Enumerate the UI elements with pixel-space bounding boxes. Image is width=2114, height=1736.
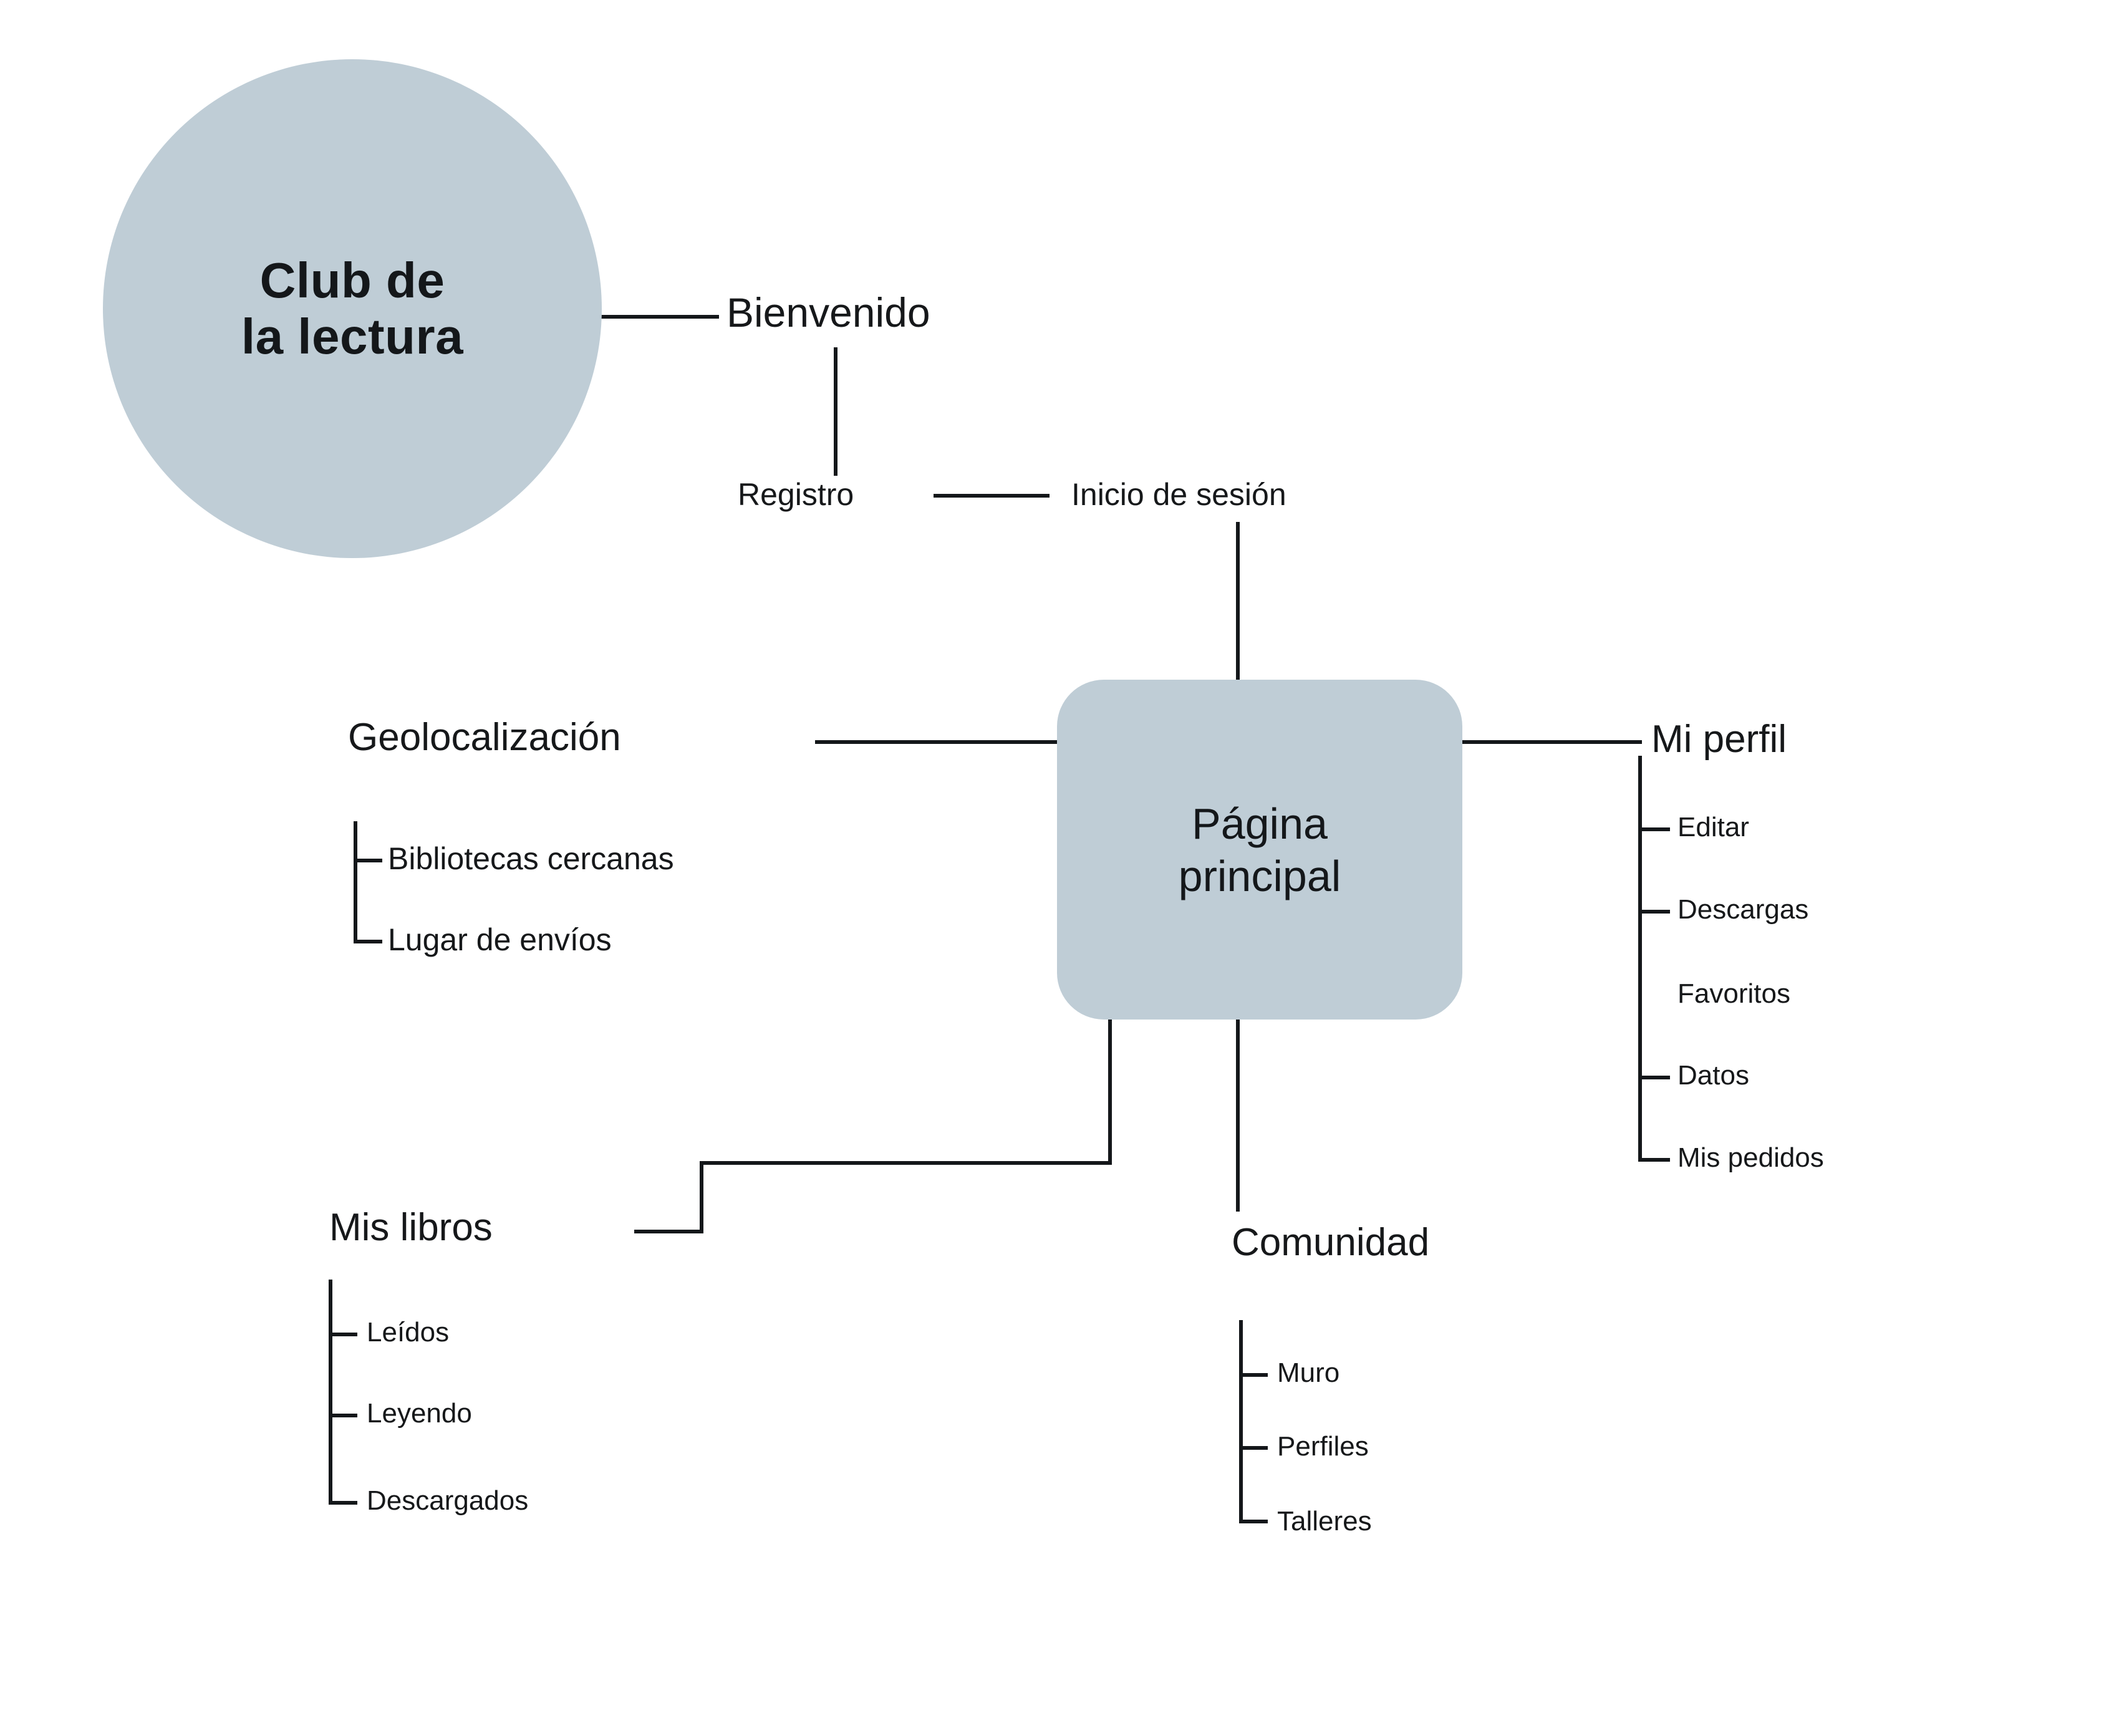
main-node-label (1179, 798, 1341, 902)
node-mi-perfil[interactable]: Mi perfil (1651, 718, 1787, 761)
node-leyendo[interactable]: Leyendo (367, 1398, 472, 1429)
node-mis-libros[interactable]: Mis libros (329, 1206, 493, 1249)
node-inicio-de-sesion[interactable]: Inicio de sesión (1071, 477, 1286, 512)
node-lugar-de-envios[interactable]: Lugar de envíos (388, 922, 612, 957)
node-datos[interactable]: Datos (1677, 1060, 1749, 1091)
line-perfil-spine (1640, 758, 1668, 1160)
node-perfiles[interactable]: Perfiles (1277, 1431, 1369, 1462)
node-geolocalizacion[interactable]: Geolocalización (348, 716, 621, 759)
root-node-label-line1: Club de (259, 253, 445, 309)
root-node-label (241, 253, 463, 364)
line-geo-children-bracket (355, 823, 380, 942)
line-main-to-mislibros (636, 1020, 1110, 1232)
node-talleres[interactable]: Talleres (1277, 1506, 1372, 1536)
node-comunidad[interactable]: Comunidad (1232, 1221, 1430, 1264)
root-node-label-line2: la lectura (241, 309, 464, 364)
node-leidos[interactable]: Leídos (367, 1317, 450, 1348)
main-node-pagina-principal[interactable] (1057, 680, 1462, 1020)
main-node-label-line2: principal (1178, 851, 1341, 900)
node-bibliotecas-cercanas[interactable]: Bibliotecas cercanas (388, 841, 674, 876)
node-descargas[interactable]: Descargas (1677, 894, 1809, 925)
node-descargados[interactable]: Descargados (367, 1485, 529, 1516)
line-mislibros-spine (331, 1281, 355, 1503)
root-node-club-de-la-lectura[interactable] (103, 59, 602, 558)
node-bienvenido[interactable]: Bienvenido (726, 289, 930, 335)
node-editar[interactable]: Editar (1677, 812, 1749, 842)
node-muro[interactable]: Muro (1277, 1357, 1340, 1388)
main-node-label-line1: Página (1192, 799, 1328, 848)
line-comunidad-spine (1241, 1322, 1266, 1521)
node-favoritos[interactable]: Favoritos (1677, 978, 1790, 1009)
node-mis-pedidos[interactable]: Mis pedidos (1677, 1142, 1824, 1173)
node-registro[interactable]: Registro (738, 477, 854, 512)
